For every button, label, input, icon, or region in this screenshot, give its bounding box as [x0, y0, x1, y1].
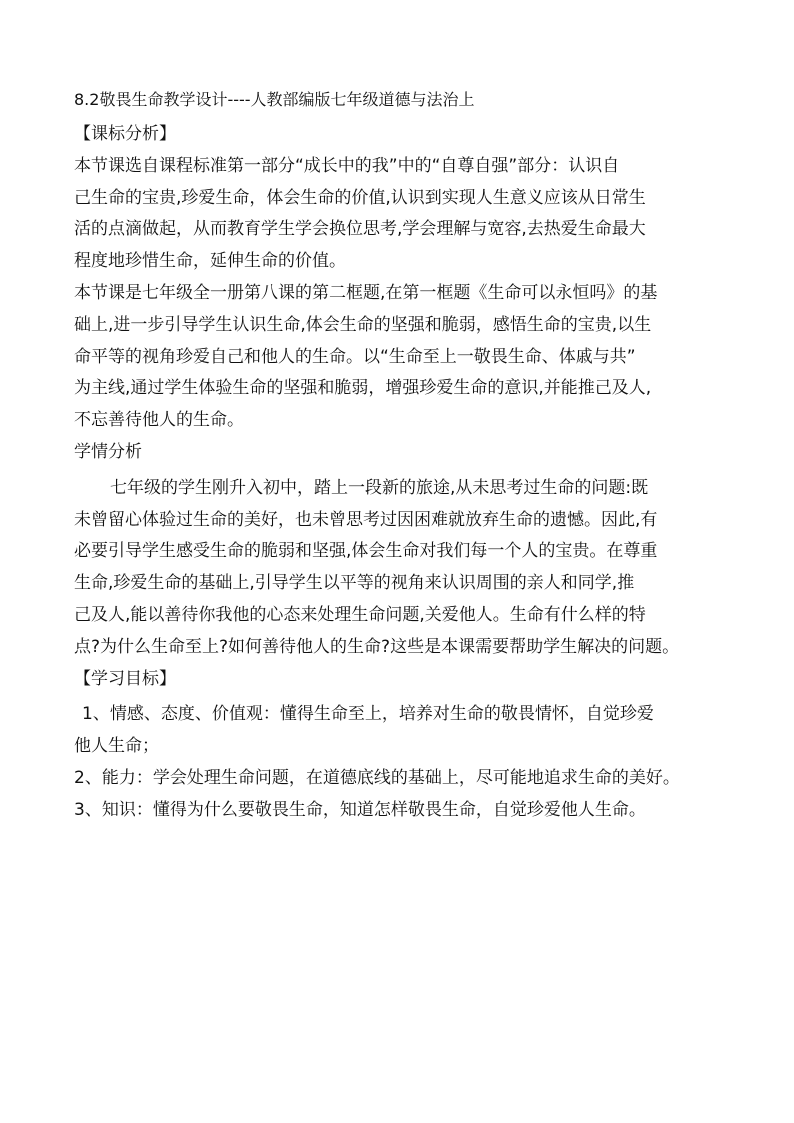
- text-line: 己及人,能以善待你我他的心态来处理生命问题,关爱他人。生命有什么样的特: [74, 604, 646, 625]
- list-item-continuation: 他人生命；: [74, 736, 159, 757]
- text-line: 程度地珍惜生命，延伸生命的价值。: [74, 251, 346, 272]
- document-body: [74, 86, 724, 827]
- kebiao-paragraph-2: [74, 278, 724, 437]
- xueqing-paragraph: [74, 473, 724, 664]
- section-heading-kebiao: 【课标分析】: [74, 124, 176, 144]
- text-line: 点?为什么生命至上?如何善待他人的生命?这些是本课需要帮助学生解决的问题。: [74, 636, 680, 657]
- list-item: 3、知识：懂得为什么要敬畏生命，知道怎样敬畏生命，自觉珍爱他人生命。: [74, 799, 646, 820]
- text-line: 生命,珍爱生命的基础上,引导学生以平等的视角来认识周围的亲人和同学,推: [74, 573, 635, 594]
- text-line: 己生命的宝贵,珍爱生命，体会生命的价值,认识到实现人生意义应该从日常生: [74, 187, 646, 208]
- text-line: 为主线,通过学生体验生命的坚强和脆弱，增强珍爱生命的意识,并能推己及人,: [74, 378, 652, 399]
- text-line: 不忘善待他人的生命。: [74, 410, 244, 431]
- text-line: 本节课是七年级全一册第八课的第二框题,在第一框题《生命可以永恒吗》的基: [74, 282, 658, 303]
- mubiao-list: [74, 699, 724, 826]
- text-line: 必要引导学生感受生命的脆弱和坚强,体会生命对我们每一个人的宝贵。在尊重: [74, 541, 658, 562]
- text-line: 未曾留心体验过生命的美好，也未曾思考过因困难就放弃生命的遗憾。因此,有: [74, 509, 658, 530]
- text-line: 活的点滴做起，从而教育学生学会换位思考,学会理解与宽容,去热爱生命最大: [74, 219, 646, 240]
- text-line: 础上,进一步引导学生认识生命,体会生命的坚强和脆弱，感悟生命的宝贵,以生: [74, 314, 652, 335]
- document-title: 8.2敬畏生命教学设计----人教部编版七年级道德与法治上: [74, 90, 475, 109]
- list-item: 1、情感、态度、价值观：懂得生命至上，培养对生命的敬畏情怀，自觉珍爱: [82, 704, 654, 725]
- text-line: 本节课选自课程标准第一部分“成长中的我”中的“自尊自强”部分：认识自: [74, 155, 620, 176]
- section-heading-xueqing: 学情分析: [74, 441, 142, 462]
- kebiao-paragraph-1: [74, 151, 724, 278]
- list-item: 2、能力：学会处理生命问题，在道德底线的基础上，尽可能地追求生命的美好。: [74, 767, 680, 788]
- text-line: 七年级的学生刚升入初中，踏上一段新的旅途,从未思考过生命的问题:既: [110, 477, 649, 498]
- text-line: 命平等的视角珍爱自己和他人的生命。以“生命至上一敬畏生命、体戚与共”: [74, 346, 636, 367]
- section-heading-mubiao: 【学习目标】: [74, 668, 176, 689]
